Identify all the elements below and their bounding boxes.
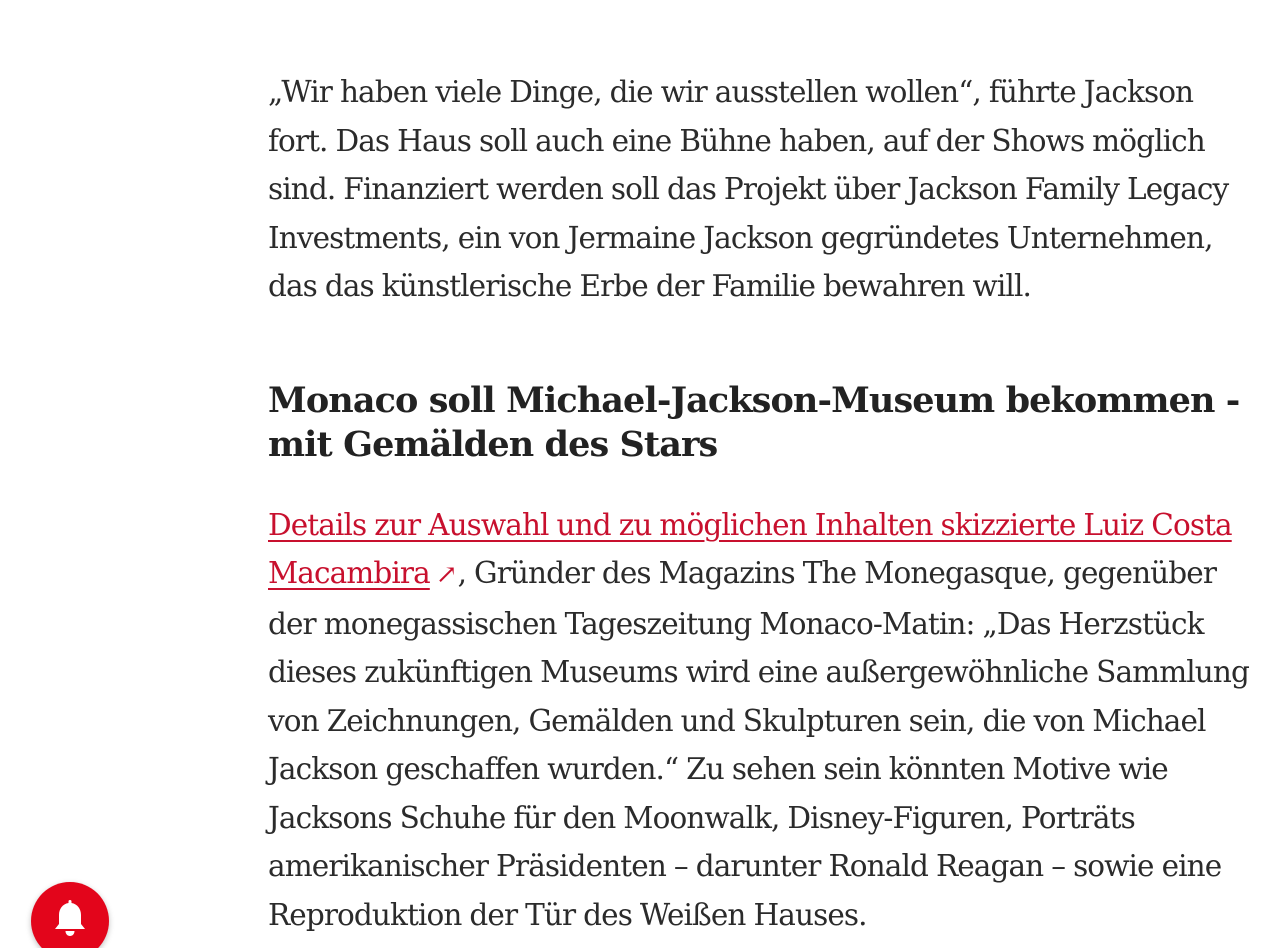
paragraph-text: , Gründer des Magazins The Monegasque, gegenüber der monegassischen Tageszeitung Monaco-Matin: „Das Herzstück dieses zukünftigen Museums wird eine außergewöhnliche Sammlung von Zeichnungen, Gemälden und Skulpturen sein, die von Michael Jackson geschaffen wurden.“ Zu sehen sein könnten Motive wie Jacksons Schuhe für den Moonwalk, Disney-Figuren, Porträts amerikanischer Präsidenten – darunter Ronald Reagan – sowie eine Reproduktion der Tür des Weißen Hauses. [268, 556, 1249, 932]
section-heading: Monaco soll Michael-Jackson-Museum bekommen - mit Gemälden des Stars [268, 379, 1240, 465]
article-link[interactable]: Details zur Auswahl und zu möglichen Inhalten skizzierte Luiz Costa Macambira [268, 507, 1232, 590]
external-link-icon[interactable]: ↗ [435, 560, 458, 590]
article-paragraph [268, 501, 1258, 940]
article-body [268, 68, 1258, 939]
bell-icon [52, 898, 88, 938]
notification-bell-button[interactable] [31, 882, 109, 948]
article-paragraph: „Wir haben viele Dinge, die wir ausstellen wollen“, führte Jackson fort. Das Haus soll auch eine Bühne haben, auf der Shows möglich sind. Finanziert werden soll das Projekt über Jackson Family Legacy Investments, ein von Jermaine Jackson gegründetes Unternehmen, das das künstlerische Erbe der Familie bewahren will. [268, 75, 1229, 303]
